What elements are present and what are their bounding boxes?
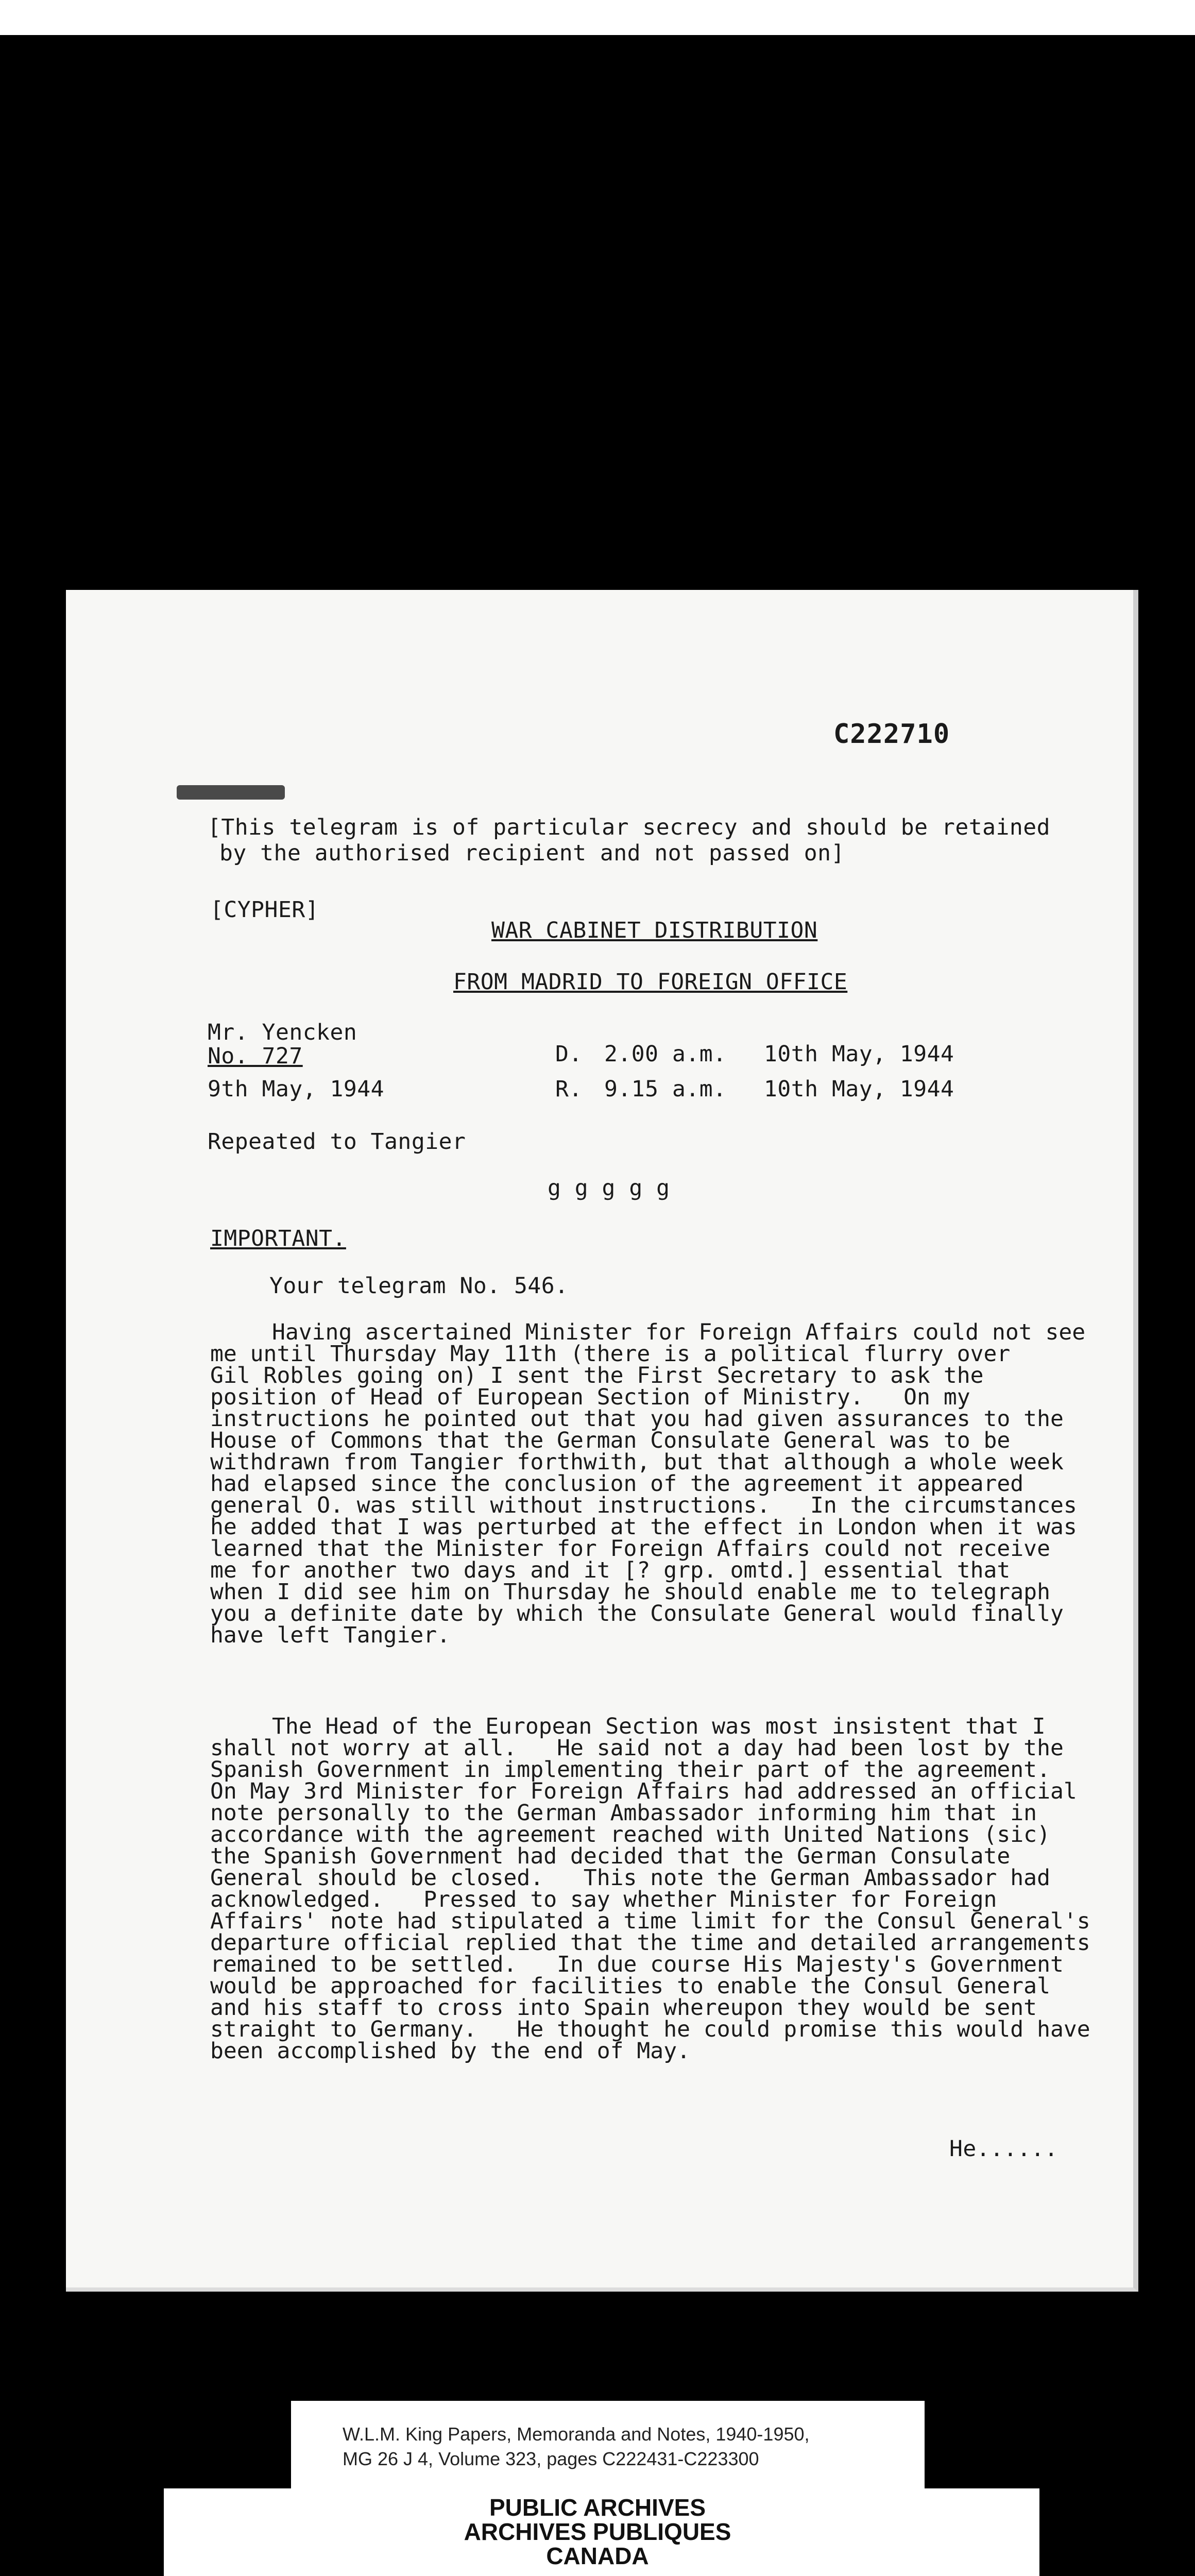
telegram-date: 9th May, 1944 <box>208 1076 385 1102</box>
paragraph-2-line: General should be closed. This note the German Ambassador had <box>210 1865 1050 1891</box>
paragraph-2-line: accordance with the agreement reached with United Nations (sic) <box>210 1822 1050 1848</box>
citation-line-2: MG 26 J 4, Volume 323, pages C222431-C223300 <box>343 2448 759 2469</box>
paragraph-2-line: The Head of the European Section was most insistent that I <box>272 1714 1046 1739</box>
despatched-date: 10th May, 1944 <box>764 1041 954 1067</box>
continuation-marker: He...... <box>949 2136 1059 2162</box>
despatched-time: 2.00 a.m. <box>604 1041 727 1067</box>
sender-name: Mr. Yencken <box>208 1020 357 1045</box>
received-label: R. <box>555 1076 583 1102</box>
archives-stamp-line-1: PUBLIC ARCHIVES <box>489 2494 706 2521</box>
paragraph-1-line: he added that I was perturbed at the effect in London when it was <box>210 1514 1077 1540</box>
paragraph-1-line: position of Head of European Section of Ministry. On my <box>210 1384 970 1410</box>
paragraph-2-line: would be approached for facilities to enable the Consul General <box>210 1973 1050 1999</box>
repeated-to: Repeated to Tangier <box>208 1129 466 1155</box>
paragraph-1-line: House of Commons that the German Consulate General was to be <box>210 1428 1011 1453</box>
paragraph-2-line: Spanish Government in implementing their part of the agreement. <box>210 1757 1050 1783</box>
archive-stamp-notch-right <box>925 2427 1039 2488</box>
paragraph-2 <box>210 1716 1137 2062</box>
archives-stamp-line-2: ARCHIVES PUBLIQUES <box>464 2518 731 2545</box>
secrecy-notice-line2: by the authorised recipient and not passed on] <box>219 840 845 866</box>
paragraph-1-line: learned that the Minister for Foreign Affairs could not receive <box>210 1536 1050 1562</box>
archive-stamp-notch-left <box>164 2427 293 2488</box>
paragraph-1-line: Having ascertained Minister for Foreign Affairs could not see <box>272 1319 1086 1345</box>
redacted-smudge <box>177 783 290 802</box>
paragraph-1-line: instructions he pointed out that you had given assurances to the <box>210 1406 1064 1432</box>
paragraph-2-line: shall not worry at all. He said not a day had been lost by the <box>210 1735 1064 1761</box>
reference-line: Your telegram No. 546. <box>269 1273 569 1299</box>
paragraph-2-line: On May 3rd Minister for Foreign Affairs had addressed an official <box>210 1778 1077 1804</box>
priority-marking: IMPORTANT. <box>210 1226 346 1251</box>
paragraph-1-line: general O. was still without instructions. In the circumstances <box>210 1493 1077 1518</box>
paragraph-1-line: when I did see him on Thursday he should enable me to telegraph <box>210 1579 1050 1605</box>
despatched-label: D. <box>555 1041 583 1067</box>
paragraph-1-line: have left Tangier. <box>210 1622 450 1648</box>
distribution-heading: WAR CABINET DISTRIBUTION <box>491 918 818 943</box>
paragraph-2-line: straight to Germany. He thought he could promise this would have <box>210 2016 1090 2042</box>
route-heading: FROM MADRID TO FOREIGN OFFICE <box>453 969 848 995</box>
paragraph-1-line: withdrawn from Tangier forthwith, but that although a whole week <box>210 1449 1064 1475</box>
paragraph-1-line: Gil Robles going on) I sent the First Secretary to ask the <box>210 1363 984 1388</box>
paragraph-1-line: me for another two days and it [? grp. omtd.] essential that <box>210 1557 1011 1583</box>
secrecy-notice-line1: [This telegram is of particular secrecy and should be retained <box>208 815 1051 840</box>
telegram-number: No. 727 <box>208 1043 303 1069</box>
archives-stamp-line-3: CANADA <box>546 2543 649 2569</box>
paragraph-2-line: the Spanish Government had decided that the German Consulate <box>210 1843 1011 1869</box>
cypher-label: [CYPHER] <box>210 897 319 923</box>
paragraph-2-line: departure official replied that the time and detailed arrangements <box>210 1930 1090 1956</box>
received-date: 10th May, 1944 <box>764 1076 954 1102</box>
paragraph-2-line: Affairs' note had stipulated a time limit for the Consul General's <box>210 1908 1090 1934</box>
paragraph-2-line: been accomplished by the end of May. <box>210 2038 690 2064</box>
paragraph-2-line: note personally to the German Ambassador informing him that in <box>210 1800 1037 1826</box>
paragraph-2-line: and his staff to cross into Spain whereupon they would be sent <box>210 1995 1037 2021</box>
paragraph-1-line: me until Thursday May 11th (there is a political flurry over <box>210 1341 1011 1367</box>
telegram-page <box>66 590 1138 2292</box>
archive-citation-label <box>291 2401 925 2488</box>
paragraph-1-line: you a definite date by which the Consulate General would finally <box>210 1601 1064 1626</box>
paragraph-2-line: remained to be settled. In due course His Majesty's Government <box>210 1952 1064 1977</box>
reference-stamp: C222710 <box>833 719 950 750</box>
paragraph-1 <box>210 1321 1137 1646</box>
citation-line-1: W.L.M. King Papers, Memoranda and Notes, 1940-1950, <box>343 2424 810 2445</box>
separator-line: g g g g g <box>548 1175 670 1201</box>
paragraph-2-line: acknowledged. Pressed to say whether Minister for Foreign <box>210 1887 997 1912</box>
received-time: 9.15 a.m. <box>604 1076 727 1102</box>
paragraph-1-line: had elapsed since the conclusion of the agreement it appeared <box>210 1471 1024 1497</box>
scan-top-margin <box>0 0 1195 35</box>
